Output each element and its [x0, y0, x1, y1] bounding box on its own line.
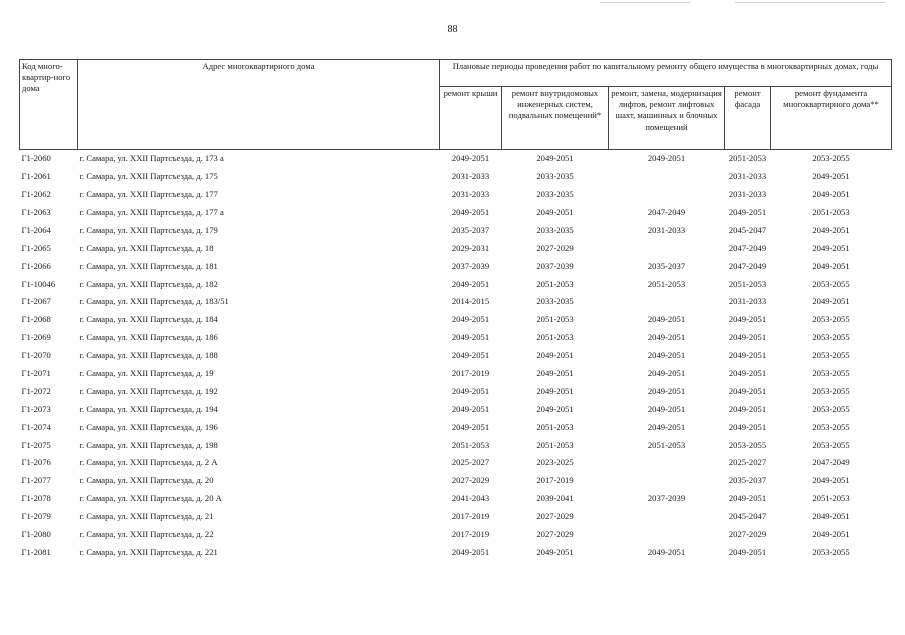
cell-address: г. Самара, ул. XXII Партсъезда, д. 186 — [79, 332, 218, 343]
cell-facade: 2049-2051 — [728, 350, 767, 361]
cell-systems: 2033-2035 — [536, 224, 574, 235]
header-foundation: ремонт фундамента многоквартирного дома** — [771, 87, 892, 150]
cell-roof: 2037-2039 — [451, 260, 490, 271]
cell-code: Г1-2060 — [21, 153, 51, 164]
cell-systems: 2027-2029 — [536, 511, 574, 522]
cell-facade: 2049-2051 — [728, 493, 767, 504]
cell-roof: 2031-2033 — [451, 171, 490, 182]
table-row — [20, 544, 892, 562]
cell-elevators: 2049-2051 — [647, 385, 686, 396]
cell-elevators: 2051-2053 — [647, 278, 686, 289]
cell-code: Г1-2078 — [21, 493, 51, 504]
table-row — [20, 400, 892, 418]
cell-elevators: 2049-2051 — [647, 332, 686, 343]
cell-facade: 2049-2051 — [728, 207, 767, 218]
cell-foundation: 2053-2055 — [812, 403, 850, 414]
cell-elevators: 2035-2037 — [647, 260, 686, 271]
cell-elevators: 2049-2051 — [647, 314, 686, 325]
cell-code: Г1-2070 — [21, 350, 51, 361]
cell-address: г. Самара, ул. XXII Партсъезда, д. 177 а — [79, 207, 224, 218]
table-row — [20, 365, 892, 383]
cell-foundation: 2049-2051 — [812, 189, 850, 200]
cell-roof: 2049-2051 — [451, 403, 490, 414]
cell-address: г. Самара, ул. XXII Партсъезда, д. 194 — [79, 403, 218, 414]
cell-facade: 2031-2033 — [728, 189, 767, 200]
cell-facade: 2047-2049 — [728, 260, 767, 271]
cell-roof: 2049-2051 — [451, 278, 490, 289]
table-row — [20, 329, 892, 347]
cell-code: Г1-2072 — [21, 385, 51, 396]
cell-code: Г1-2075 — [21, 439, 51, 450]
cell-elevators — [609, 526, 725, 544]
cell-systems: 2017-2019 — [536, 475, 574, 486]
cell-facade: 2045-2047 — [728, 224, 767, 235]
table-row — [20, 293, 892, 311]
cell-facade: 2035-2037 — [728, 475, 767, 486]
header-roof: ремонт крыши — [440, 87, 502, 150]
table-row — [20, 186, 892, 204]
cell-systems: 2051-2053 — [536, 314, 574, 325]
cell-foundation: 2053-2055 — [812, 278, 850, 289]
cell-roof: 2049-2051 — [451, 350, 490, 361]
cell-facade: 2049-2051 — [728, 403, 767, 414]
cell-facade: 2049-2051 — [728, 314, 767, 325]
cell-systems: 2023-2025 — [536, 457, 574, 468]
cell-elevators — [609, 239, 725, 257]
cell-facade: 2049-2051 — [728, 421, 767, 432]
cell-address: г. Самара, ул. XXII Партсъезда, д. 22 — [79, 529, 214, 540]
cell-systems: 2051-2053 — [536, 439, 574, 450]
table-row — [20, 454, 892, 472]
cell-facade: 2053-2055 — [728, 439, 767, 450]
cell-foundation: 2053-2055 — [812, 546, 850, 557]
cell-code: Г1-2063 — [21, 207, 51, 218]
cell-elevators: 2049-2051 — [647, 403, 686, 414]
table-row — [20, 347, 892, 365]
cell-facade: 2049-2051 — [728, 385, 767, 396]
cell-elevators: 2031-2033 — [647, 224, 686, 235]
cell-roof: 2049-2051 — [451, 207, 490, 218]
cell-foundation: 2049-2051 — [812, 511, 850, 522]
cell-roof: 2049-2051 — [451, 385, 490, 396]
cell-elevators: 2049-2051 — [647, 368, 686, 379]
cell-roof: 2035-2037 — [451, 224, 490, 235]
table-row — [20, 383, 892, 401]
cell-roof: 2017-2019 — [451, 529, 490, 540]
cell-code: Г1-2073 — [21, 403, 51, 414]
cell-code: Г1-10046 — [21, 278, 56, 289]
cell-elevators — [609, 454, 725, 472]
cell-roof: 2049-2051 — [451, 314, 490, 325]
cell-roof: 2014-2015 — [451, 296, 490, 307]
cell-systems: 2027-2029 — [536, 529, 574, 540]
cell-systems: 2049-2051 — [536, 546, 574, 557]
cell-systems: 2033-2035 — [536, 189, 574, 200]
cell-elevators — [609, 186, 725, 204]
cell-foundation: 2051-2053 — [812, 207, 850, 218]
cell-systems: 2039-2041 — [536, 493, 574, 504]
table-row — [20, 222, 892, 240]
cell-foundation: 2053-2055 — [812, 314, 850, 325]
cell-address: г. Самара, ул. XXII Партсъезда, д. 173 а — [79, 153, 224, 164]
cell-address: г. Самара, ул. XXII Партсъезда, д. 192 — [79, 385, 218, 396]
cell-facade: 2025-2027 — [728, 457, 767, 468]
cell-roof: 2051-2053 — [451, 439, 490, 450]
cell-foundation: 2049-2051 — [812, 260, 850, 271]
cell-facade: 2031-2033 — [728, 171, 767, 182]
cell-code: Г1-2071 — [21, 368, 51, 379]
cell-address: г. Самара, ул. XXII Партсъезда, д. 198 — [79, 439, 218, 450]
cell-roof: 2049-2051 — [451, 546, 490, 557]
cell-address: г. Самара, ул. XXII Партсъезда, д. 175 — [79, 171, 218, 182]
table-row — [20, 275, 892, 293]
cell-foundation: 2049-2051 — [812, 171, 850, 182]
header-code: Код много-квартир-ного дома — [20, 60, 78, 150]
table-row — [20, 311, 892, 329]
cell-facade: 2027-2029 — [728, 529, 767, 540]
cell-foundation: 2049-2051 — [812, 475, 850, 486]
cell-address: г. Самара, ул. XXII Партсъезда, д. 221 — [79, 546, 218, 557]
cell-systems: 2049-2051 — [536, 153, 574, 164]
cell-facade: 2049-2051 — [728, 332, 767, 343]
cell-address: г. Самара, ул. XXII Партсъезда, д. 18 — [79, 242, 214, 253]
table-row — [20, 436, 892, 454]
cell-systems: 2027-2029 — [536, 242, 574, 253]
cell-foundation: 2053-2055 — [812, 421, 850, 432]
table-row — [20, 418, 892, 436]
cell-code: Г1-2067 — [21, 296, 51, 307]
cell-address: г. Самара, ул. XXII Партсъезда, д. 196 — [79, 421, 218, 432]
cell-roof: 2049-2051 — [451, 153, 490, 164]
cell-code: Г1-2079 — [21, 511, 51, 522]
cell-systems: 2051-2053 — [536, 332, 574, 343]
cell-facade: 2051-2053 — [728, 153, 767, 164]
cell-roof: 2049-2051 — [451, 332, 490, 343]
cell-code: Г1-2076 — [21, 457, 51, 468]
table-row — [20, 168, 892, 186]
cell-roof: 2017-2019 — [451, 368, 490, 379]
cell-roof: 2025-2027 — [451, 457, 490, 468]
table-row — [20, 472, 892, 490]
cell-elevators: 2037-2039 — [647, 493, 686, 504]
cell-code: Г1-2074 — [21, 421, 51, 432]
cell-foundation: 2053-2055 — [812, 385, 850, 396]
header-facade: ремонт фасада — [725, 87, 771, 150]
cell-address: г. Самара, ул. XXII Партсъезда, д. 20 — [79, 475, 214, 486]
table-row — [20, 526, 892, 544]
cell-code: Г1-2061 — [21, 171, 51, 182]
cell-foundation: 2053-2055 — [812, 153, 850, 164]
cell-systems: 2033-2035 — [536, 171, 574, 182]
cell-facade: 2047-2049 — [728, 242, 767, 253]
cell-code: Г1-2069 — [21, 332, 51, 343]
cell-address: г. Самара, ул. XXII Партсъезда, д. 19 — [79, 368, 214, 379]
cell-elevators: 2049-2051 — [647, 546, 686, 557]
cell-roof: 2041-2043 — [451, 493, 490, 504]
cell-elevators — [609, 293, 725, 311]
cell-roof: 2027-2029 — [451, 475, 490, 486]
cell-elevators — [609, 168, 725, 186]
cell-foundation: 2049-2051 — [812, 296, 850, 307]
cell-address: г. Самара, ул. XXII Партсъезда, д. 184 — [79, 314, 218, 325]
cell-code: Г1-2081 — [21, 546, 51, 557]
cell-systems: 2049-2051 — [536, 403, 574, 414]
cell-address: г. Самара, ул. XXII Партсъезда, д. 20 А — [79, 493, 222, 504]
page-number: 88 — [447, 24, 458, 35]
table-row — [20, 150, 892, 168]
table-row — [20, 204, 892, 222]
table-row — [20, 490, 892, 508]
cell-systems: 2049-2051 — [536, 368, 574, 379]
cell-facade: 2049-2051 — [728, 368, 767, 379]
cell-systems: 2051-2053 — [536, 421, 574, 432]
header-periods-group: Плановые периоды проведения работ по капитальному ремонту общего имущества в многоквартирных домах, годы — [440, 60, 892, 87]
cell-systems: 2049-2051 — [536, 385, 574, 396]
cell-systems: 2049-2051 — [536, 207, 574, 218]
cell-foundation: 2049-2051 — [812, 242, 850, 253]
cell-code: Г1-2062 — [21, 189, 51, 200]
table-body — [20, 150, 892, 562]
cell-elevators — [609, 508, 725, 526]
scan-artifact-line — [735, 2, 885, 3]
cell-code: Г1-2068 — [21, 314, 51, 325]
table-row — [20, 239, 892, 257]
cell-address: г. Самара, ул. XXII Партсъезда, д. 183/51 — [79, 296, 229, 307]
cell-address: г. Самара, ул. XXII Партсъезда, д. 177 — [79, 189, 218, 200]
scan-artifact-line — [600, 2, 690, 3]
cell-address: г. Самара, ул. XXII Партсъезда, д. 181 — [79, 260, 218, 271]
cell-address: г. Самара, ул. XXII Партсъезда, д. 182 — [79, 278, 218, 289]
cell-foundation: 2049-2051 — [812, 529, 850, 540]
cell-code: Г1-2066 — [21, 260, 51, 271]
cell-systems: 2049-2051 — [536, 350, 574, 361]
cell-elevators: 2049-2051 — [647, 421, 686, 432]
cell-foundation: 2047-2049 — [812, 457, 850, 468]
cell-roof: 2017-2019 — [451, 511, 490, 522]
cell-roof: 2031-2033 — [451, 189, 490, 200]
cell-address: г. Самара, ул. XXII Партсъезда, д. 21 — [79, 511, 214, 522]
table-row — [20, 508, 892, 526]
table-row — [20, 257, 892, 275]
cell-foundation: 2053-2055 — [812, 350, 850, 361]
cell-roof: 2049-2051 — [451, 421, 490, 432]
cell-code: Г1-2080 — [21, 529, 51, 540]
cell-facade: 2049-2051 — [728, 546, 767, 557]
cell-elevators: 2047-2049 — [647, 207, 686, 218]
cell-code: Г1-2064 — [21, 224, 51, 235]
cell-elevators: 2049-2051 — [647, 153, 686, 164]
cell-code: Г1-2077 — [21, 475, 51, 486]
cell-elevators: 2051-2053 — [647, 439, 686, 450]
capital-repair-table — [19, 59, 892, 561]
cell-facade: 2051-2053 — [728, 278, 767, 289]
cell-foundation: 2051-2053 — [812, 493, 850, 504]
cell-facade: 2045-2047 — [728, 511, 767, 522]
cell-systems: 2051-2053 — [536, 278, 574, 289]
cell-facade: 2031-2033 — [728, 296, 767, 307]
cell-foundation: 2049-2051 — [812, 224, 850, 235]
cell-foundation: 2053-2055 — [812, 439, 850, 450]
header-address: Адрес многоквартирного дома — [78, 60, 440, 150]
cell-roof: 2029-2031 — [451, 242, 490, 253]
cell-foundation: 2053-2055 — [812, 368, 850, 379]
cell-elevators — [609, 472, 725, 490]
cell-address: г. Самара, ул. XXII Партсъезда, д. 2 А — [79, 457, 218, 468]
cell-code: Г1-2065 — [21, 242, 51, 253]
cell-address: г. Самара, ул. XXII Партсъезда, д. 179 — [79, 224, 218, 235]
header-systems: ремонт внутридомовых инженерных систем, подвальных помещений* — [502, 87, 609, 150]
cell-systems: 2033-2035 — [536, 296, 574, 307]
header-elevators: ремонт, замена, модернизация лифтов, ремонт лифтовых шахт, машинных и блочных помещений — [609, 87, 725, 150]
cell-foundation: 2053-2055 — [812, 332, 850, 343]
cell-elevators: 2049-2051 — [647, 350, 686, 361]
cell-systems: 2037-2039 — [536, 260, 574, 271]
cell-address: г. Самара, ул. XXII Партсъезда, д. 188 — [79, 350, 218, 361]
